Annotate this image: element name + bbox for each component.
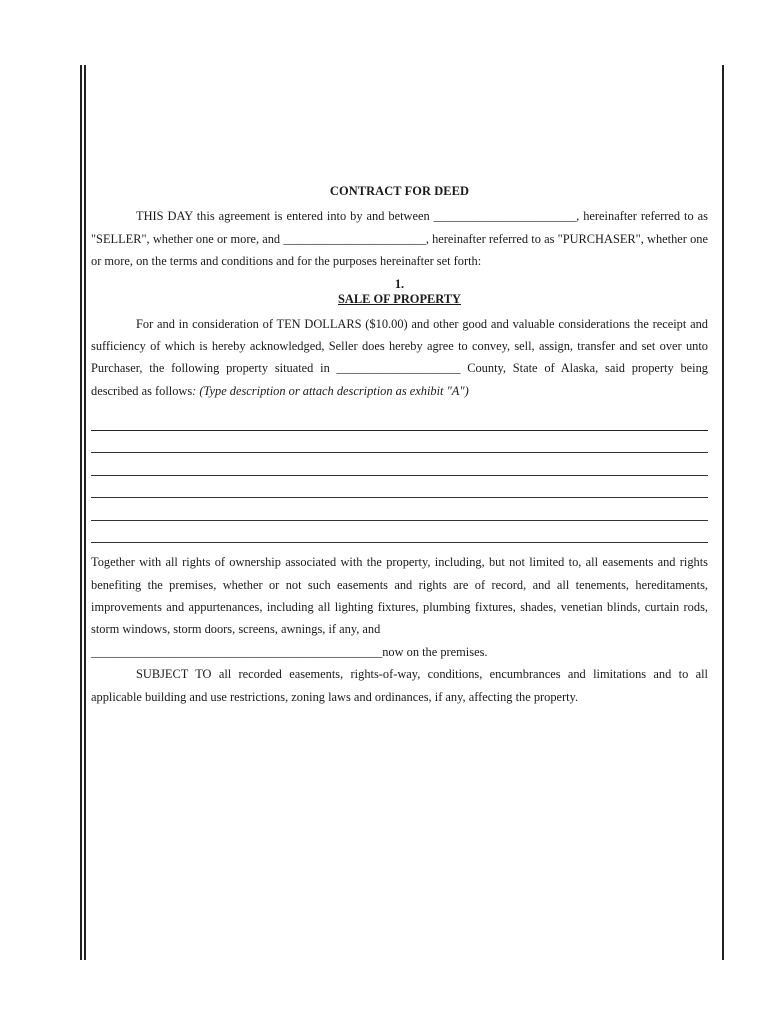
intro-text-2: , hereinafter referred to as "SELLER", whether one or more, and (91, 209, 708, 246)
page-border-left-inner (84, 65, 86, 960)
seller-name-blank[interactable]: _______________________ (433, 209, 577, 224)
description-line[interactable] (91, 498, 708, 521)
purchaser-name-blank[interactable]: _______________________ (283, 231, 426, 246)
county-blank[interactable]: ____________________ (336, 361, 461, 376)
page-border-left-outer (80, 65, 82, 960)
property-description-lines (91, 408, 708, 543)
together-paragraph (91, 551, 708, 641)
page-border-right (722, 65, 724, 960)
section-heading: SALE OF PROPERTY (337, 291, 462, 306)
description-line[interactable] (91, 476, 708, 499)
document-body (91, 180, 708, 708)
subject-to-paragraph: SUBJECT TO all recorded easements, rights-of-way, conditions, encumbrances and limitations and to all applicable building and use restrictions, zoning laws and ordinances, if any, affecting the property. (91, 667, 708, 704)
sale-text-1: For and in consideration of TEN DOLLARS ($10.00) and other good and valuable considerations the receipt and sufficiency of which is hereby acknowledged, Seller does hereby agree to convey, sell, assign, transfer and set over unto Purchaser, the following property situated in (91, 316, 708, 376)
fixtures-blank[interactable]: _______________________________________________ (91, 644, 383, 659)
intro-text-1: THIS DAY this agreement is entered into by and between (136, 209, 434, 224)
description-line[interactable] (91, 408, 708, 431)
description-line[interactable] (91, 453, 708, 476)
description-instruction: : (Type description or attach description as exhibit "A") (192, 383, 469, 398)
document-title: CONTRACT FOR DEED (329, 184, 470, 198)
intro-paragraph (91, 205, 708, 272)
sale-text-2: County, State of Alaska, said property being described as follows (91, 361, 708, 398)
section-number: 1. (394, 276, 405, 291)
intro-text-3: , hereinafter referred to as "PURCHASER", whether one or more, on the terms and conditions and for the purposes hereinafter set forth: (91, 231, 709, 269)
fixtures-suffix: now on the premises. (382, 644, 488, 659)
sale-paragraph (91, 313, 708, 403)
description-line[interactable] (91, 431, 708, 454)
together-text: Together with all rights of ownership associated with the property, including, but not limited to, all easements and rights benefiting the premises, whether or not such easements and rights are of record, and all tenements, hereditaments, improvements and appurtenances, including all lighting fixtures, plumbing fixtures, shades, venetian blinds, curtain rods, storm windows, storm doors, screens, awnings, if any, and (91, 555, 708, 637)
description-line[interactable] (91, 521, 708, 544)
fixtures-line (91, 641, 708, 663)
